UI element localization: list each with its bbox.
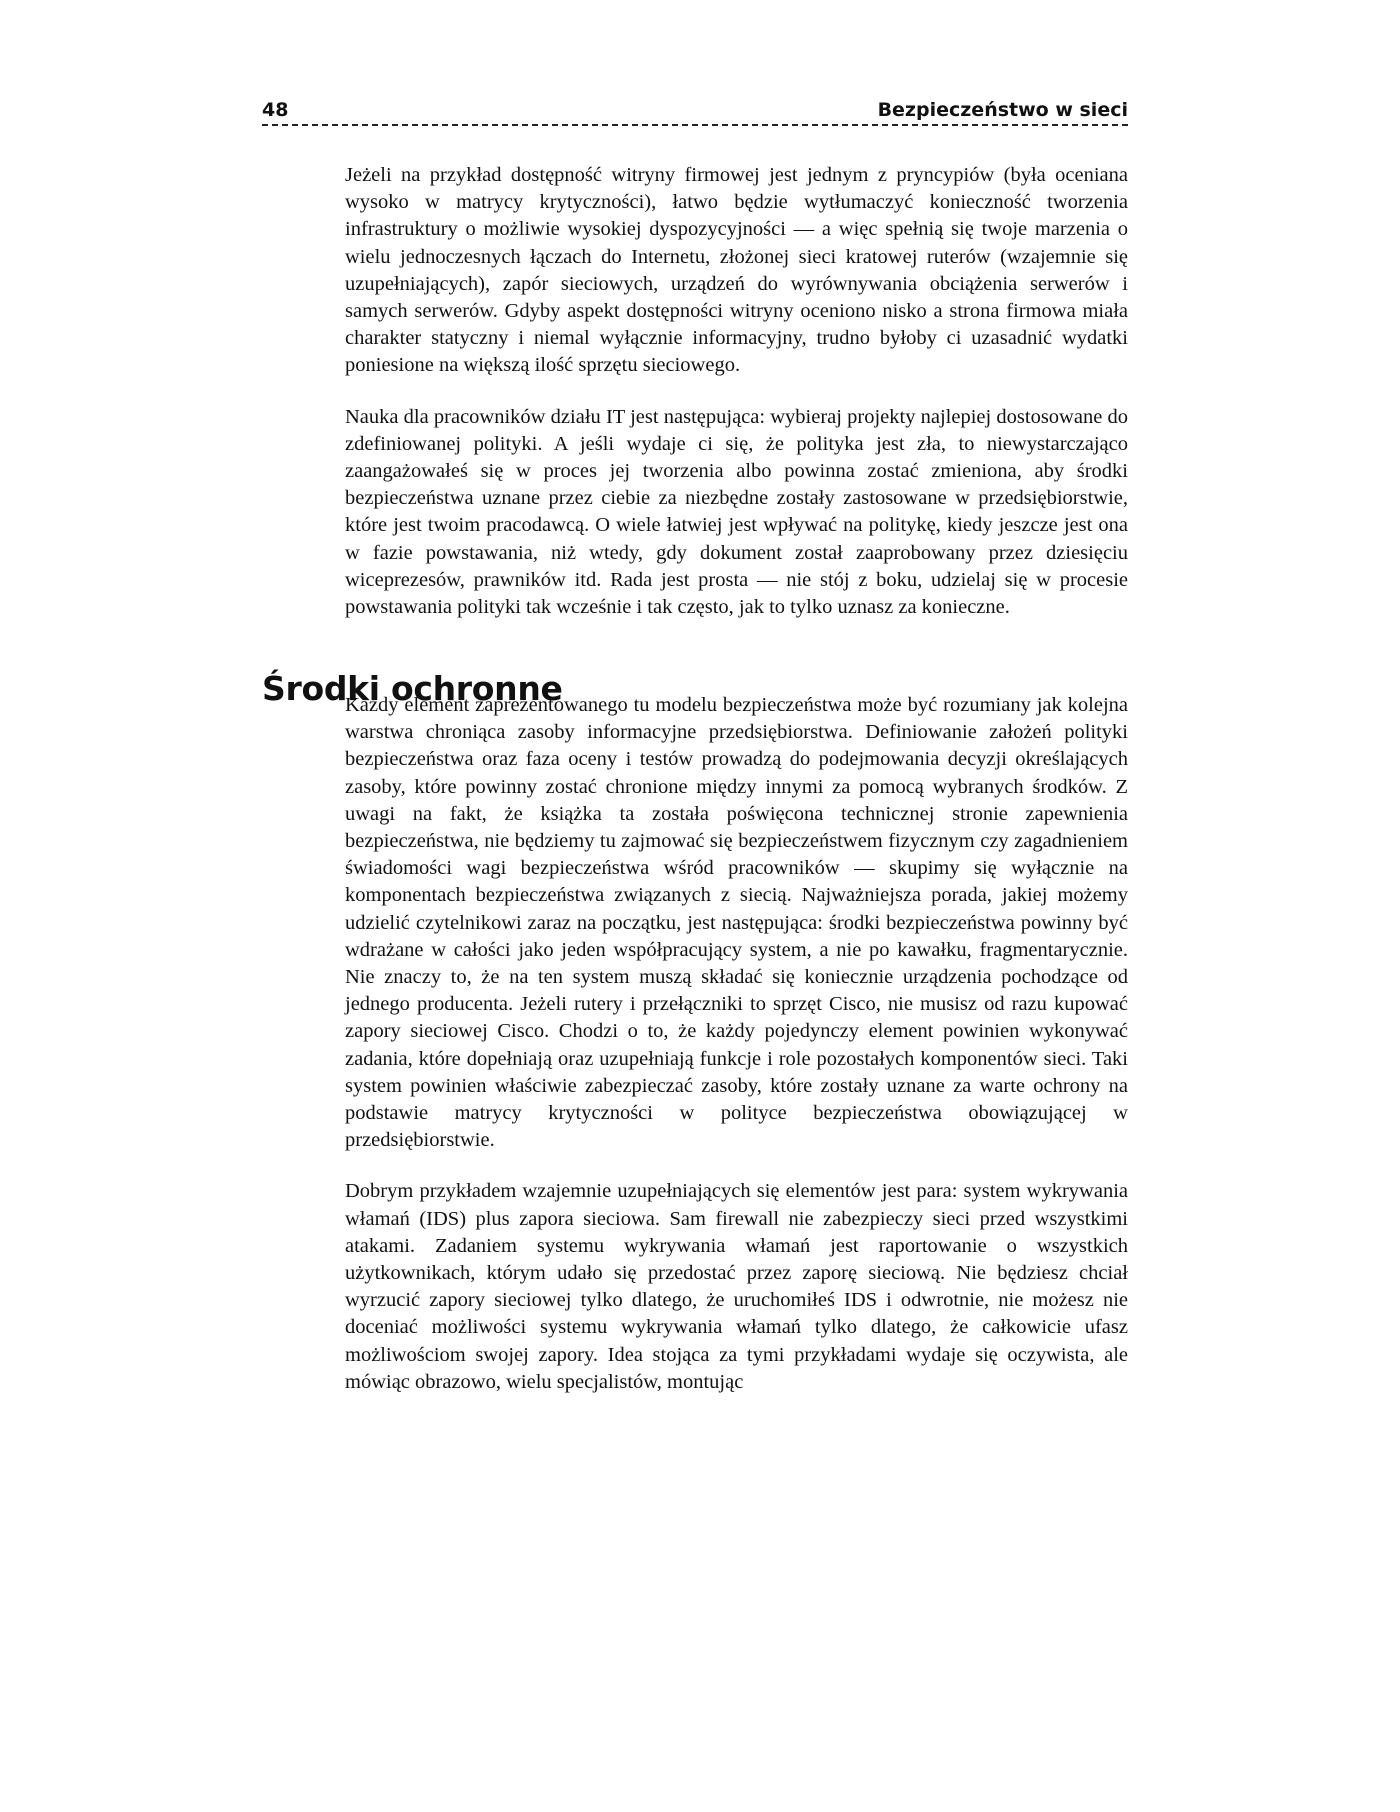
running-title: Bezpieczeństwo w sieci — [877, 99, 1128, 121]
paragraph: Dobrym przykładem wzajemnie uzupełniających się elementów jest para: system wykrywania włamań (IDS) plus zapora sieciowa. Sam firewall nie zabezpieczy sieci przed wszystkimi atakami. Zadaniem systemu wykrywania włamań jest raportowanie o wszystkich użytkownikach, którym udało się przedostać przez zaporę sieciową. Nie będziesz chciał wyrzucić zapory sieciowej tylko dlatego, że uruchomiłeś IDS i odwrotnie, nie możesz nie doceniać możliwości systemu wykrywania włamań tylko dlatego, że całkowicie ufasz możliwościom swojej zapory. Idea stojąca za tymi przykładami wydaje się oczywista, ale mówiąc obrazowo, wielu specjalistów, montując — [345, 1180, 1128, 1393]
paragraph: Nauka dla pracowników działu IT jest następująca: wybieraj projekty najlepiej dostosowane do zdefiniowanej polityki. A jeśli wydaje ci się, że polityka jest zła, to niewystarczająco zaangażowałeś się w proces jej tworzenia albo powinna zostać zmieniona, aby środki bezpieczeństwa uznane przez ciebie za niezbędne zostały zastosowane w przedsiębiorstwie, które jest twoim pracodawcą. O wiele łatwiej jest wpływać na politykę, kiedy jeszcze jest ona w fazie powstawania, niż wtedy, gdy dokument został zaaprobowany przez dziesięciu wiceprezesów, prawników itd. Rada jest prosta — nie stój z boku, udzielaj się w procesie powstawania polityki tak wcześnie i tak często, jak to tylko uznasz za konieczne. — [345, 405, 1128, 619]
body-text-before-heading — [345, 162, 1128, 621]
page-number: 48 — [262, 99, 289, 121]
section-heading: Środki ochronne — [262, 669, 563, 708]
paragraph: Każdy element zaprezentowanego tu modelu bezpieczeństwa może być rozumiany jak kolejna warstwa chroniąca zasoby informacyjne przedsiębiorstwa. Definiowanie założeń polityki bezpieczeństwa oraz faza oceny i testów prowadzą do podejmowania decyzji określających zasoby, które powinny zostać chronione między innymi za pomocą wybranych środków. Z uwagi na fakt, że książka ta została poświęcona technicznej stronie zapewnienia bezpieczeństwa, nie będziemy tu zajmować się bezpieczeństwem fizycznym czy zagadnieniem świadomości wagi bezpieczeństwa wśród pracowników — skupimy się wyłącznie na komponentach bezpieczeństwa związanych z siecią. Najważniejsza porada, jakiej możemy udzielić czytelnikowi zaraz na początku, jest następująca: środki bezpieczeństwa powinny być wdrażane w całości jako jeden współpracujący system, a nie po kawałku, fragmentarycznie. Nie znaczy to, że na ten system muszą składać się koniecznie urządzenia pochodzące od jednego producenta. Jeżeli rutery i przełączniki to sprzęt Cisco, nie musisz od razu kupować zapory sieciowej Cisco. Chodzi o to, że każdy pojedynczy element powinien wykonywać zadania, które dopełniają oraz uzupełniają funkcje i role pozostałych komponentów sieci. Taki system powinien właściwie zabezpieczać zasoby, które zostały uznane za warte ochrony na podstawie matrycy krytyczności w polityce bezpieczeństwa obowiązującej w przedsiębiorstwie. — [345, 694, 1128, 1152]
paragraph: Jeżeli na przykład dostępność witryny firmowej jest jednym z pryncypiów (była oceniana wysoko w matrycy krytyczności), łatwo będzie wytłumaczyć konieczność tworzenia infrastruktury o możliwie wysokiej dyspozycyjności — a więc spełnią się twoje marzenia o wielu jednoczesnych łączach do Internetu, złożonej sieci kratowej ruterów (wzajemnie się uzupełniających), zapór sieciowych, urządzeń do wyrównywania obciążenia serwerów i samych serwerów. Gdyby aspekt dostępności witryny oceniono nisko a strona firmowa miała charakter statyczny i niemal wyłącznie informacyjny, trudno byłoby ci uzasadnić wydatki poniesione na większą ilość sprzętu sieciowego. — [345, 164, 1128, 377]
body-text-after-heading — [345, 692, 1128, 1396]
page-header — [262, 96, 1128, 126]
